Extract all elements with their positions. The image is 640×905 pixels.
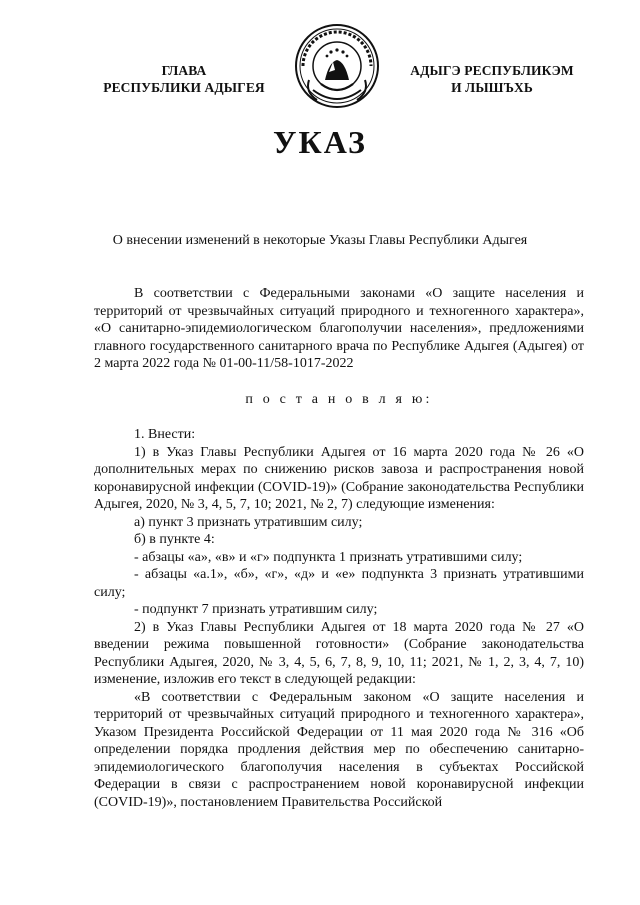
preamble-paragraph: В соответствии с Федеральными законами «О защите населения и территорий от чрезвычайных ситуаций природного и техногенного характера», «О санитарно-эпидемиологическом благополучии населения», предложениями главного государственного санитарного врача по Республике Адыгея (Адыгея) от 2 марта 2022 года № 01-00-11/58-1017-2022 — [94, 286, 584, 371]
header-right-line1: АДЫГЭ РЕСПУБЛИКЭМ — [410, 63, 574, 78]
list-item: 1) в Указ Главы Республики Адыгея от 16 марта 2020 года № 26 «О дополнительных мерах по снижению рисков завоза и распространения новой коронавирусной инфекции (COVID-19)» (Собрание законодательства Республики Адыгея, 2020, № 3, 4, 5, 7, 10; 2021, № 2, 7) следующие изменения: — [94, 444, 584, 512]
list-item: - абзацы «а», «в» и «г» подпункта 1 признать утратившими силу; — [134, 549, 523, 565]
list-item: 2) в Указ Главы Республики Адыгея от 18 марта 2020 года № 27 «О введении режима повышенной готовности» (Собрание законодательства Республики Адыгея, 2020, № 3, 4, 5, 6, 7, 8, 9, 10, 11; 2021, № 1, 2, 3, 4, 7, 10) изменение, изложив его текст в следующей редакции: — [94, 619, 584, 687]
decree-word: п о с т а н о в л я ю: — [245, 391, 433, 407]
list-item: 1. Внести: — [134, 427, 196, 442]
list-item: а) пункт 3 признать утратившим силу; — [134, 514, 363, 530]
header-right-line2: И ЛЫШЪХЬ — [451, 80, 533, 95]
header-left-line2: РЕСПУБЛИКИ АДЫГЕЯ — [103, 80, 265, 95]
document-subject: О внесении изменений в некоторые Указы Главы Республики Адыгея — [112, 233, 528, 248]
list-item: «В соответствии с Федеральным законом «О защите населения и территорий от чрезвычайных ситуаций природного и техногенного характера», Указом Президента Российской Федерации от 11 мая 2020 года № 316 «Об определении порядка продления действия мер по обеспечению санитарно-эпидемиологического благополучия населения в субъектах Российской Федерации в связи с распространением новой коронавирусной инфекции (COVID-19)», постановлением Правительства Российской — [94, 689, 584, 810]
list-item: б) в пункте 4: — [134, 532, 215, 547]
header-left-line1: ГЛАВА — [161, 63, 207, 78]
list-item: - абзацы «а.1», «б», «г», «д» и «е» подпункта 3 признать утратившими силу; — [94, 567, 584, 600]
list-item: - подпункт 7 признать утратившим силу; — [134, 602, 378, 617]
document-body — [94, 285, 584, 811]
document-title: УКАЗ — [273, 124, 367, 160]
header-left-block — [84, 62, 284, 96]
coat-of-arms-adygea-icon — [291, 22, 383, 112]
header-right-block — [392, 62, 592, 96]
